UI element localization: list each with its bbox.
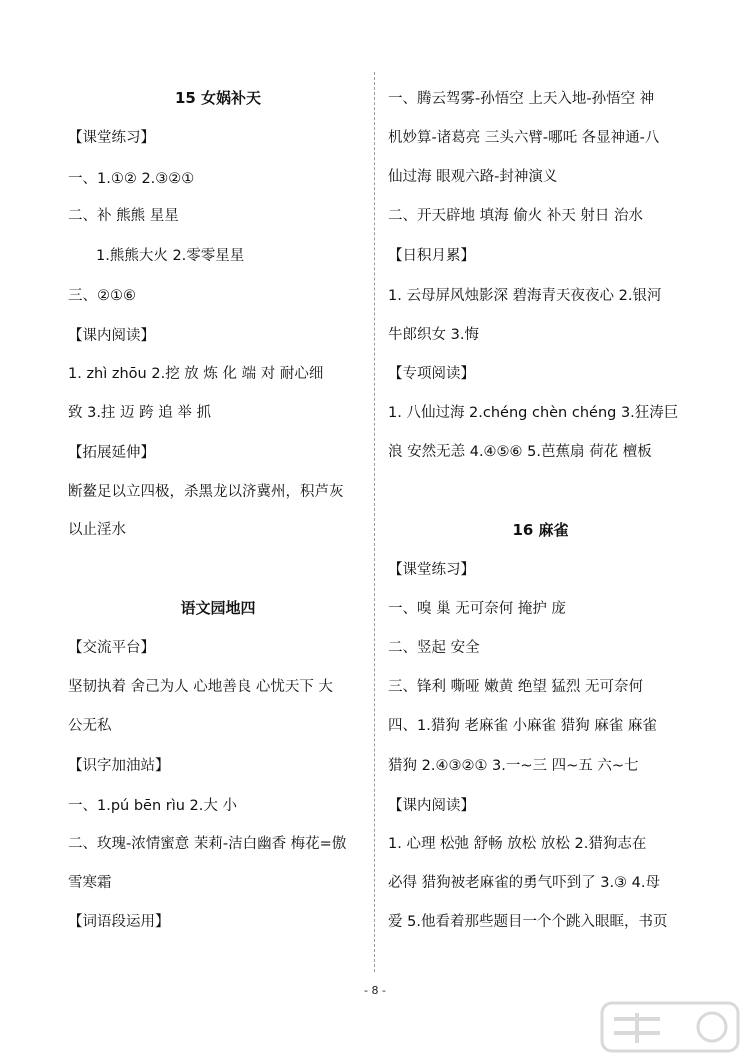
section-heading: 【交流平台】 <box>68 640 155 656</box>
answer-line: 一、1.①② 2.③②① <box>68 171 195 187</box>
answer-line: 1. 八仙过海 2.chéng chèn chéng 3.狂涛巨 <box>388 405 679 421</box>
lesson-16-title: 16 麻雀 <box>512 521 569 539</box>
answer-line: 三、锋利 嘶哑 嫩黄 绝望 猛烈 无可奈何 <box>388 679 644 695</box>
answer-line: 以止淫水 <box>68 522 126 538</box>
section-heading: 【词语段运用】 <box>68 914 170 930</box>
section-heading: 【课堂练习】 <box>68 130 155 146</box>
column-divider <box>374 72 375 972</box>
answer-line: 坚韧执着 舍己为人 心地善良 心忧天下 大 <box>68 679 333 695</box>
yuwen-yuandi-title: 语文园地四 <box>180 599 256 617</box>
answer-line: 雪寒霜 <box>68 875 112 891</box>
section-heading: 【拓展延伸】 <box>68 445 155 461</box>
section-heading: 【日积月累】 <box>388 248 475 264</box>
section-heading: 【课内阅读】 <box>388 798 475 814</box>
answer-line: 浪 安然无恙 4.④⑤⑥ 5.芭蕉扇 荷花 檀板 <box>388 444 652 460</box>
answer-line: 断鳌足以立四极，杀黑龙以济冀州，积芦灰 <box>68 484 344 500</box>
answer-line: 二、玫瑰-浓情蜜意 茉莉-洁白幽香 梅花=傲 <box>68 836 347 852</box>
answer-line: 一、1.pú bēn rìu 2.大 小 <box>68 798 237 814</box>
answer-line: 机妙算-诸葛亮 三头六臂-哪吒 各显神通-八 <box>388 130 660 146</box>
answer-line: 1. 云母屏风烛影深 碧海青天夜夜心 2.银河 <box>388 288 662 304</box>
page-number: - 8 - <box>364 984 386 997</box>
answer-line: 1. zhì zhōu 2.挖 放 炼 化 端 对 耐心细 <box>68 366 324 382</box>
answer-line: 牛郎织女 3.悔 <box>388 327 479 343</box>
answer-line: 二、竖起 安全 <box>388 640 480 656</box>
answer-line: 一、腾云驾雾-孙悟空 上天入地-孙悟空 神 <box>388 91 655 107</box>
answer-line: 一、嗅 巢 无可奈何 掩护 庞 <box>388 601 566 617</box>
answer-line: 二、补 熊熊 星星 <box>68 208 179 224</box>
lesson-15-title: 15 女娲补天 <box>174 89 262 107</box>
watermark-logo-icon <box>600 999 740 1055</box>
section-heading: 【识字加油站】 <box>68 758 170 774</box>
answer-line: 必得 猎狗被老麻雀的勇气吓到了 3.③ 4.母 <box>388 875 660 891</box>
answer-line: 致 3.拄 迈 跨 追 举 抓 <box>68 405 211 421</box>
answer-line: 1.熊熊大火 2.零零星星 <box>96 248 245 264</box>
answer-line: 爱 5.他看着那些题目一个个跳入眼眶，书页 <box>388 914 668 930</box>
answer-line: 仙过海 眼观六路-封神演义 <box>388 169 558 185</box>
answer-line: 公无私 <box>68 718 112 734</box>
section-heading: 【课堂练习】 <box>388 562 475 578</box>
answer-line: 四、1.猎狗 老麻雀 小麻雀 猎狗 麻雀 麻雀 <box>388 718 657 734</box>
answer-line: 猎狗 2.④③②① 3.一~三 四~五 六~七 <box>388 758 639 774</box>
answer-line: 二、开天辟地 填海 偷火 补天 射日 治水 <box>388 208 644 224</box>
section-heading: 【专项阅读】 <box>388 366 475 382</box>
answer-line: 1. 心理 松弛 舒畅 放松 放松 2.猎狗志在 <box>388 836 647 852</box>
section-heading: 【课内阅读】 <box>68 328 155 344</box>
answer-line: 三、②①⑥ <box>68 288 136 304</box>
